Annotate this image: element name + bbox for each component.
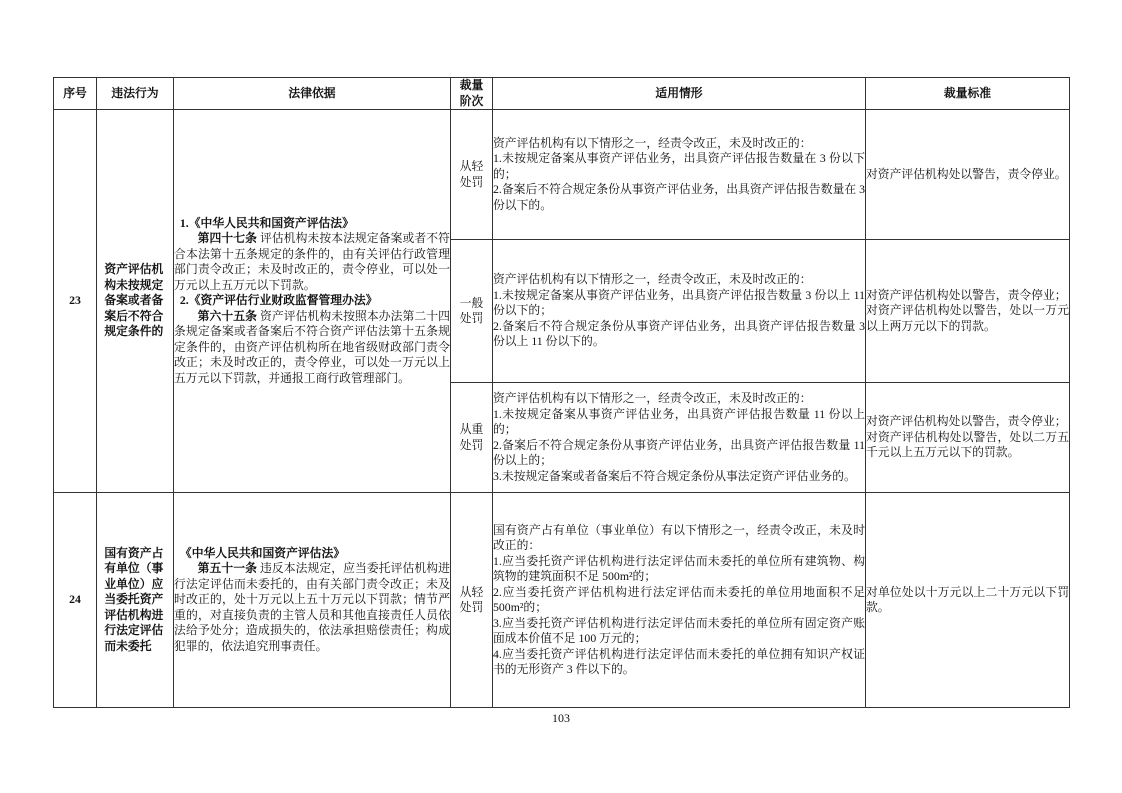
discretion-level: 一般处罚 [459,295,484,325]
table-header-row [54,78,1070,110]
situation-item: 2.备案后不符合规定条份从事资产评估业务，出具资产评估报告数量在 3 份以下的。 [493,182,865,212]
situation-item: 2.应当委托资产评估机构进行法定评估而未委托的单位用地面积不足 500m²的； [493,584,865,614]
law-article [174,231,450,293]
standard-text: 对资产评估机构处以警告，责令停业； [866,287,1067,302]
violation-act: 资产评估机构未按规定备案或者备案后不符合规定条件的 [104,262,164,339]
standard-text: 对资产评估机构处以警告，处以二万五千元以上五万元以下的罚款。 [866,429,1069,460]
law-title: 2.《资产评估行业财政监督管理办法》 [179,293,378,308]
situation-item: 1.未按规定备案从事资产评估业务，出具资产评估报告数量在 3 份以下的； [493,151,865,181]
discretion-level: 从轻处罚 [459,159,484,189]
violation-cell [97,110,174,493]
row-number-cell [54,493,97,708]
row-number-cell [54,110,97,493]
header-number: 序号 [54,78,97,110]
level-cell [451,240,493,383]
law-article [174,561,450,654]
situation-cell [493,383,866,493]
situation-item: 1.未按规定备案从事资产评估业务，出具资产评估报告数量 11 份以上的； [493,406,865,436]
discretion-level: 从轻处罚 [459,584,484,614]
law-title: 《中华人民共和国资产评估法》 [179,545,346,560]
standard-text: 对单位处以十万元以上二十万元以下罚款。 [866,584,1069,614]
header-level: 裁量阶次 [459,78,484,108]
page-number: 103 [552,711,570,725]
standard-cell [866,383,1070,493]
article-number: 第四十七条 [197,231,257,246]
table-row [54,110,1070,240]
situation-cell [493,493,866,708]
law-title: 1.《中华人民共和国资产评估法》 [179,215,354,230]
standard-text: 对资产评估机构处以警告，处以一万元以上两万元以下的罚款。 [866,303,1069,333]
level-cell [451,110,493,240]
situation-item: 2.备案后不符合规定条份从事资产评估业务，出具资产评估报告数量 11 份以上的； [493,437,865,467]
situation-cell [493,110,866,240]
violation-cell [97,493,174,708]
header-level-cell [451,78,493,110]
violation-act: 国有资产占有单位（事业单位）应当委托资产评估机构进行法定评估而未委托 [104,545,164,653]
situation-item: 1.未按规定备案从事资产评估业务，出具资产评估报告数量 3 份以上 11 份以下的； [493,287,865,318]
level-cell [451,383,493,493]
situation-item: 2.备案后不符合规定条份从事资产评估业务，出具资产评估报告数量 3 份以上 11 份以下的。 [493,318,865,349]
row-number: 23 [69,293,81,308]
standard-text: 对资产评估机构处以警告，责令停业； [866,414,1067,429]
penalty-discretion-table [53,77,1070,708]
situation-item: 4.应当委托资产评估机构进行法定评估而未委托的单位拥有知识产权证书的无形资产 3 件以下的。 [493,646,865,676]
article-number: 第六十五条 [197,308,257,323]
standard-cell [866,240,1070,383]
standard-cell [866,493,1070,708]
article-text: 违反本法规定，应当委托评估机构进行法定评估而未委托的，由有关部门责令改正；未及时改正的，处十万元以上五十万元以下罚款；情节严重的，对直接负责的主管人员和其他直接责任人员依法给予处分；造成损失的，依法承担赔偿责任；构成犯罪的，依法追究刑事责任。 [174,561,450,653]
legal-basis-cell [174,493,451,708]
situation-intro: 资产评估机构有以下情形之一，经责令改正，未及时改正的： [493,391,812,405]
situation-item: 3.未按规定备案或者备案后不符合规定条份从事法定资产评估业务的。 [493,468,856,483]
article-text: 资产评估机构未按照本办法第二十四条规定备案或者备案后不符合资产评估法第十五条规定条件的，由资产评估机构所在地省级财政部门责令改正；未及时改正的，责令停业，可以处一万元以上五万元以下罚款，并通报工商行政管理部门。 [174,308,450,385]
discretion-level: 从重处罚 [459,422,484,452]
standard-cell [866,110,1070,240]
situation-intro: 国有资产占有单位（事业单位）有以下情形之一，经责令改正，未及时改正的： [493,522,865,552]
situation-cell [493,240,866,383]
header-violation: 违法行为 [97,78,174,110]
standard-text: 对资产评估机构处以警告，责令停业。 [866,166,1067,181]
table-row [54,493,1070,708]
header-situation: 适用情形 [493,78,866,110]
law-article [174,309,450,387]
header-standard: 裁量标准 [866,78,1070,110]
situation-item: 3.应当委托资产评估机构进行法定评估而未委托的单位所有固定资产账面成本价值不足 100 万元的； [493,615,865,645]
situation-intro: 资产评估机构有以下情形之一，经责令改正，未及时改正的： [493,272,812,287]
article-text: 评估机构未按本法规定备案或者不符合本法第十五条规定的条件的，由有关评估行政管理部门责令改正；未及时改正的，责令停业，可以处一万元以上五万元以下罚款。 [174,231,450,292]
header-legal-basis: 法律依据 [174,78,451,110]
article-number: 第五十一条 [197,561,257,576]
level-cell [451,493,493,708]
legal-basis-cell [174,110,451,493]
situation-item: 1.应当委托资产评估机构进行法定评估而未委托的单位所有建筑物、构筑物的建筑面积不足 500m²的； [493,553,865,583]
situation-intro: 资产评估机构有以下情形之一，经责令改正，未及时改正的： [493,135,812,150]
row-number: 24 [69,592,81,607]
